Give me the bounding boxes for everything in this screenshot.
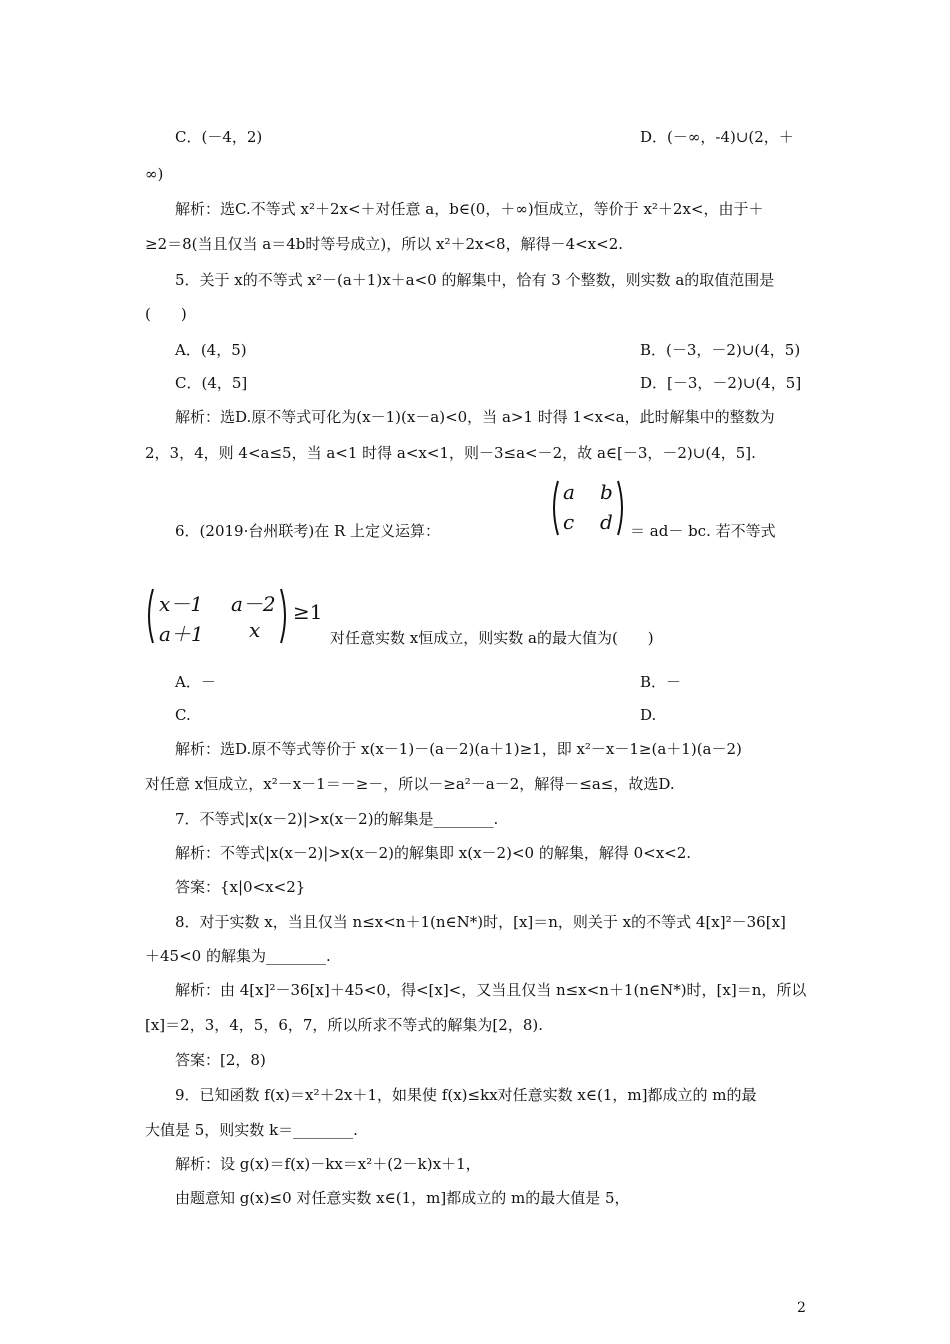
solution-9-line1: 解析：设 g(x)＝f(x)－kx＝x²＋(2－k)x＋1， [175,1155,481,1173]
question-9-line2: 大值是 5，则实数 k＝________. [145,1121,358,1139]
q5-option-c: C．(4，5] [175,374,248,392]
matrix-cell-a: a [563,480,575,504]
solution-6-line1: 解析：选D.原不等式等价于 x(x－1)－(a－2)(a＋1)≥1，即 x²－x－1≥(a＋1)(a－2) [175,740,742,758]
solution-9-line2: 由题意知 g(x)≤0 对任意实数 x∈(1，m]都成立的 m的最大值是 5， [175,1189,630,1207]
question-5-line2: ( ) [145,305,187,323]
matrix2-cell-d: x [249,618,261,642]
question-7: 7．不等式|x(x－2)|>x(x－2)的解集是________. [175,810,499,828]
q5-option-b: B．(－3，－2)∪(4，5) [640,341,801,359]
solution-5-line2: 2，3，4，则 4<a≤5，当 a<1 时得 a<x<1，则－3≤a<－2，故 a∈[－3，－2)∪(4，5]. [145,444,756,462]
matrix2-cell-b: a－2 [231,592,276,616]
solution-6-line2: 对任意 x恒成立，x²－x－1＝－≥－，所以－≥a²－a－2，解得－≤a≤，故选D. [145,775,675,793]
matrix2-cell-c: a＋1 [159,622,204,646]
answer-7: 答案：{x|0<x<2} [175,878,306,896]
q4-option-c: C．(－4，2) [175,128,263,146]
matrix-brackets [548,478,628,538]
matrix-abcd [548,478,628,538]
solution-8-line2: [x]＝2，3，4，5，6，7，所以所求不等式的解集为[2，8). [145,1016,543,1034]
matrix2-cell-a: x－1 [159,592,204,616]
question-5-line1: 5．关于 x的不等式 x²－(a＋1)x＋a<0 的解集中，恰有 3 个整数，则实数 a的取值范围是 [175,271,775,289]
matrix-inequality [143,586,328,646]
q4-option-d-cont: ∞) [145,165,164,183]
q6-option-b: B．－ [640,673,682,691]
q6-option-d: D. [640,706,657,724]
question-6-line2: 对任意实数 x恒成立，则实数 a的最大值为( ) [330,629,654,647]
question-9-line1: 9．已知函数 f(x)＝x²＋2x＋1，如果使 f(x)≤kx对任意实数 x∈(1，m]都成立的 m的最 [175,1086,757,1104]
q6-option-a: A．－ [175,673,216,691]
q4-option-d: D．(－∞，-4)∪(2，＋ [640,128,794,146]
q5-option-a: A．(4，5) [175,341,247,359]
matrix-cell-b: b [600,480,613,504]
solution-4-line2: ≥2＝8(当且仅当 a＝4b时等号成立)，所以 x²＋2x<8，解得－4<x<2. [145,235,624,253]
matrix-cell-c: c [563,510,575,534]
question-6-line1-tail: ＝ ad－ bc. 若不等式 [630,522,776,540]
solution-4-line1: 解析：选C.不等式 x²＋2x<＋对任意 a，b∈(0，＋∞)恒成立，等价于 x²＋2x<，由于＋ [175,200,764,218]
page-number: 2 [797,1300,806,1316]
solution-7: 解析：不等式|x(x－2)|>x(x－2)的解集即 x(x－2)<0 的解集，解得 0<x<2. [175,844,692,862]
question-8-line1: 8．对于实数 x，当且仅当 n≤x<n＋1(n∈N*)时，[x]＝n，则关于 x的不等式 4[x]²－36[x] [175,913,786,931]
question-8-line2: ＋45<0 的解集为________. [145,947,331,965]
q6-option-c: C. [175,706,191,724]
solution-8-line1: 解析：由 4[x]²－36[x]＋45<0，得<[x]<，又当且仅当 n≤x<n＋1(n∈N*)时，[x]＝n，所以 [175,981,807,999]
q5-option-d: D．[－3，－2)∪(4，5] [640,374,802,392]
geq-one: ≥1 [293,600,323,624]
matrix-cell-d: d [600,510,613,534]
answer-8: 答案：[2，8) [175,1051,266,1069]
solution-5-line1: 解析：选D.原不等式可化为(x－1)(x－a)<0，当 a>1 时得 1<x<a，此时解集中的整数为 [175,408,775,426]
question-6-line1: 6．(2019·台州联考)在 R 上定义运算： [175,522,441,540]
